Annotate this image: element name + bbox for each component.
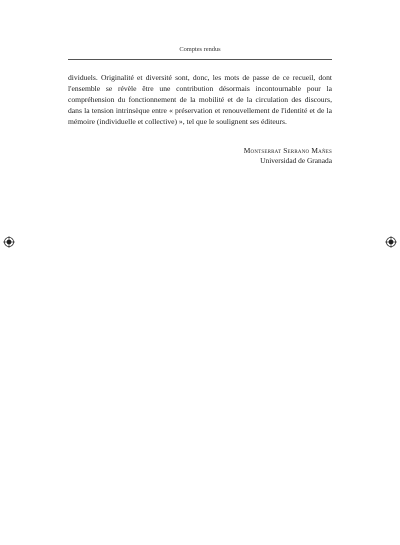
author-name: Montserrat Serrano Mañes [243, 146, 332, 155]
signature-block [244, 146, 332, 166]
author-affiliation: Universidad de Granada [260, 156, 332, 165]
body-text [68, 73, 332, 128]
paragraph: dividuels. Originalité et diversité sont, donc, les mots de passe de ce recueil, dont l'ensemble se révèle être une contribution désormais incontournable pour la compréhension du fonctionnement de la mobilité et de la circulation des discours, dans la tension intrinsèque entre « préservation et renouvellement de l'identité et de la mémoire (individuelle et collective) », tel que le soulignent ses éditeurs. [68, 73, 332, 126]
registration-mark-icon [3, 236, 15, 248]
header-rule [68, 59, 332, 60]
running-header: Comptes rendus [179, 46, 221, 53]
registration-mark-icon [385, 236, 397, 248]
